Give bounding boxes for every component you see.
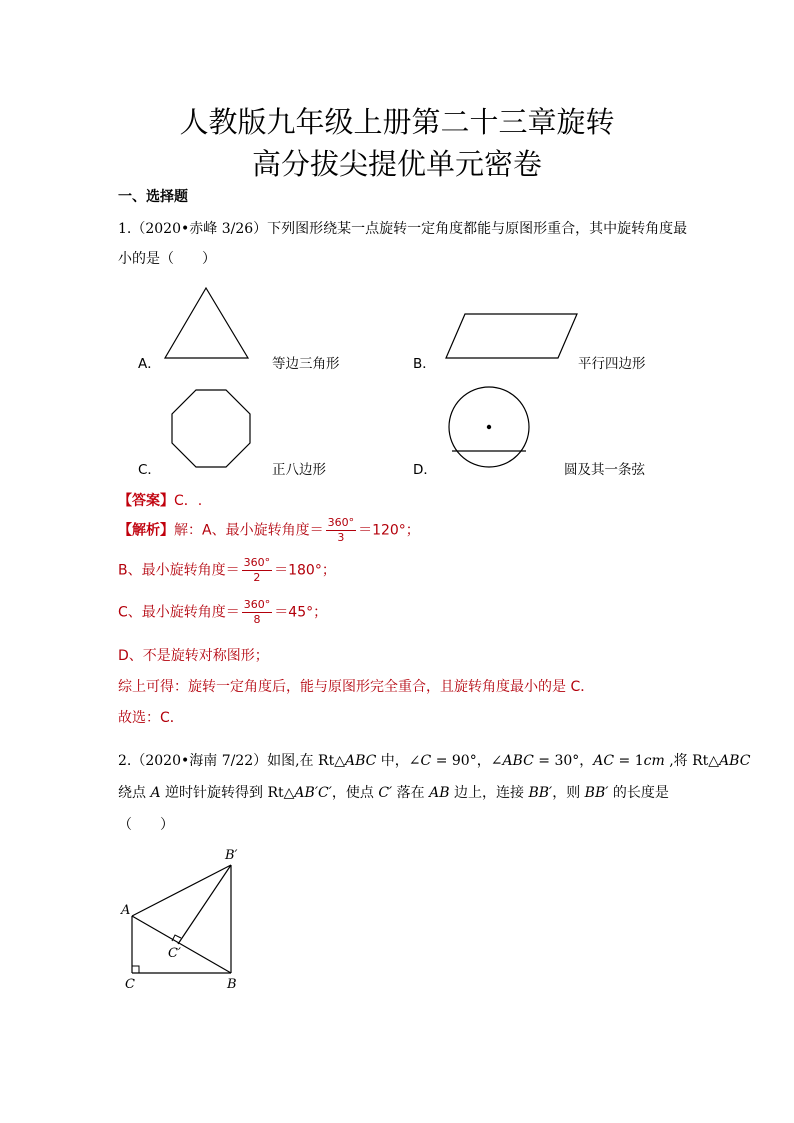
q2-var: AB′C′ [294, 785, 332, 801]
figure-label-c: C [125, 977, 135, 992]
q2-var: A [150, 785, 161, 801]
q1-summary: 综上可得：旋转一定角度后，能与原图形完全重合，且旋转角度最小的是 C． [118, 679, 595, 695]
answer-tag: 【答案】 [118, 493, 174, 509]
page-title-line-1: 人教版九年级上册第二十三章旋转 [179, 105, 615, 139]
q2-var: ABC [502, 753, 534, 769]
analysis-a-post: ＝120°； [358, 522, 420, 539]
fraction-c-num: 360° [243, 598, 271, 611]
q1-analysis-d: D、不是旋转对称图形； [118, 648, 269, 664]
fraction-a-num: 360° [327, 516, 355, 529]
q2-var: AB [429, 785, 450, 801]
q2-var: BB′ [584, 785, 609, 801]
q2-var: BB′ [528, 785, 553, 801]
analysis-b-pre: B、最小旋转角度＝ [118, 562, 240, 579]
q1-choice: 故选：C． [118, 710, 184, 726]
answer-value: C．. [174, 493, 203, 509]
q2-text: 落在 [392, 785, 430, 801]
q2-var: C′ [378, 785, 393, 801]
figure-label-b: B [227, 977, 237, 992]
q2-text: = 1 [614, 753, 644, 769]
q1-option-b-label: 平行四边形 [578, 356, 646, 372]
q1-stem-line-1: 1.（2020•赤峰 3/26）下列图形绕某一点旋转一定角度都能与原图形重合，其中旋转角度最 [118, 221, 688, 237]
q2-text: 逆时针旋转得到 Rt△ [160, 785, 295, 801]
q2-text: 边上，连接 [449, 785, 529, 801]
figure-label-c-prime: C′ [168, 946, 181, 961]
analysis-c-pre: C、最小旋转角度＝ [118, 604, 240, 621]
q1-option-c-label: 正八边形 [272, 462, 326, 478]
q1-option-a-label: 等边三角形 [272, 356, 340, 372]
fraction-b-den: 2 [253, 571, 261, 584]
figure-label-b-prime: B′ [225, 848, 238, 863]
analysis-c-post: ＝45°； [274, 604, 328, 621]
q1-option-d-label: 圆及其一条弦 [564, 462, 645, 478]
fraction-b-num: 360° [243, 556, 271, 569]
page-title-line-2: 高分拔尖提优单元密卷 [251, 147, 542, 181]
q1-option-d-letter[interactable]: D． [413, 462, 437, 478]
q2-text: = 30°， [533, 753, 594, 769]
q2-text: ，使点 [331, 785, 379, 801]
fraction-a-den: 3 [337, 531, 345, 544]
fraction-c-den: 8 [253, 613, 261, 626]
q2-text: 中，∠ [376, 753, 421, 769]
section-heading-choice: 一、选择题 [118, 189, 188, 205]
q1-stem-line-2: 小的是（ ） [118, 251, 216, 267]
analysis-a-pre: 解：A、最小旋转角度＝ [174, 522, 324, 539]
q1-option-b-letter[interactable]: B． [413, 356, 436, 372]
q1-option-c-letter[interactable]: C． [138, 462, 161, 478]
q2-var: C [420, 753, 432, 769]
q2-var: ABC [344, 753, 377, 769]
figure-label-a: A [121, 903, 131, 918]
q2-text: = 90°，∠ [431, 753, 503, 769]
q2-var: cm [643, 753, 665, 769]
q2-text: 的长度是 [608, 785, 669, 801]
q2-text: 2.（2020•海南 7/22）如图,在 Rt△ [118, 753, 345, 769]
q2-var: ABC [719, 753, 751, 769]
analysis-tag: 【解析】 [118, 522, 174, 539]
q2-text: 绕点 [118, 785, 151, 801]
q2-text: ，则 [552, 785, 585, 801]
q2-text: ,将 Rt△ [664, 753, 720, 769]
analysis-b-post: ＝180°； [274, 562, 336, 579]
q1-option-a-letter[interactable]: A． [138, 356, 161, 372]
q2-stem-line-3: （ ） [118, 817, 174, 833]
q2-var: AC [593, 753, 615, 769]
